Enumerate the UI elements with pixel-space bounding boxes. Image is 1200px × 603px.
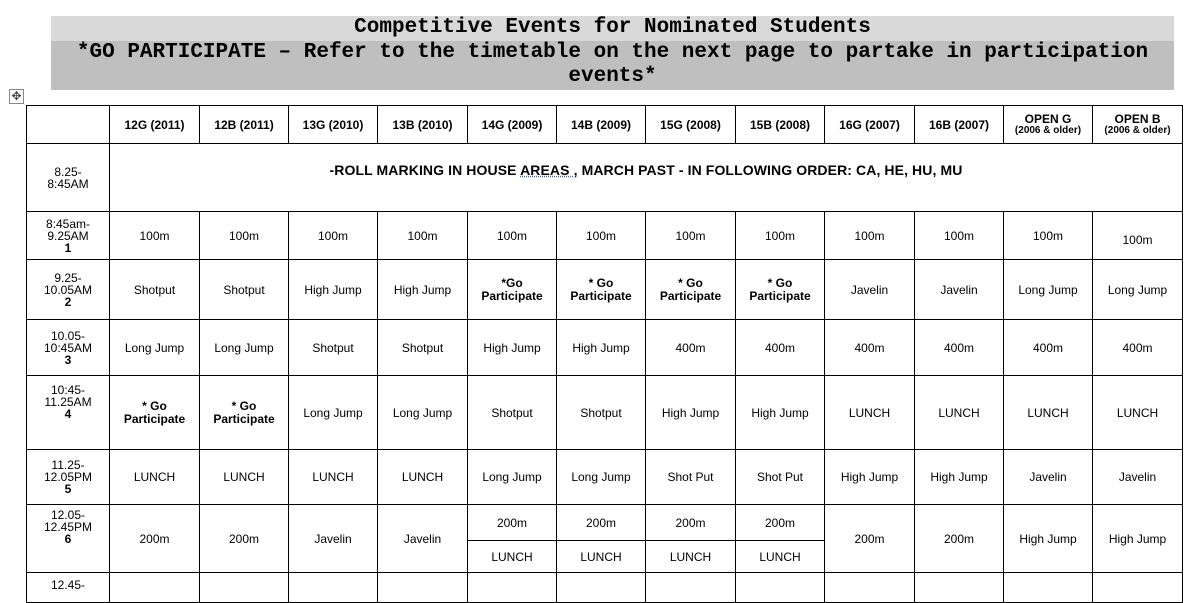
event-cell	[1093, 573, 1183, 603]
event-cell: Shotput	[378, 320, 468, 376]
event-cell	[468, 573, 557, 603]
event-cell: 200m	[646, 505, 736, 541]
event-cell: 100m	[110, 212, 200, 260]
column-header: 16G (2007)	[825, 106, 915, 144]
event-cell: LUNCH	[1093, 376, 1183, 450]
event-cell: Shot Put	[736, 450, 825, 505]
column-header: 16B (2007)	[915, 106, 1004, 144]
event-cell: Shotput	[200, 260, 289, 320]
column-header: 13B (2010)	[378, 106, 468, 144]
event-cell: Shotput	[468, 376, 557, 450]
event-cell: Long Jump	[289, 376, 378, 450]
event-cell: 100m	[1093, 212, 1183, 260]
event-cell: High Jump	[468, 320, 557, 376]
event-cell: Javelin	[289, 505, 378, 573]
event-cell: 100m	[200, 212, 289, 260]
period-row	[27, 505, 1183, 541]
event-cell: Shotput	[110, 260, 200, 320]
event-cell: Shotput	[557, 376, 646, 450]
event-cell: 200m	[736, 505, 825, 541]
event-cell: 200m	[825, 505, 915, 573]
event-cell: 100m	[557, 212, 646, 260]
time-cell: 8.25-8:45AM	[27, 144, 110, 212]
event-cell: LUNCH	[736, 541, 825, 573]
event-cell: LUNCH	[200, 450, 289, 505]
event-cell: 400m	[825, 320, 915, 376]
event-cell: * Go Participate	[736, 260, 825, 320]
event-cell: 100m	[825, 212, 915, 260]
event-cell: 200m	[557, 505, 646, 541]
event-cell: High Jump	[557, 320, 646, 376]
time-cell: 12.05-12.45PM 6	[27, 505, 110, 573]
period-row	[27, 260, 1183, 320]
event-cell: LUNCH	[825, 376, 915, 450]
timetable-container	[26, 105, 1183, 603]
column-header: OPEN G (2006 & older)	[1004, 106, 1093, 144]
event-cell: Long Jump	[1004, 260, 1093, 320]
event-cell: 200m	[110, 505, 200, 573]
event-cell: Shotput	[289, 320, 378, 376]
event-cell: *Go Participate	[468, 260, 557, 320]
event-cell: * Go Participate	[646, 260, 736, 320]
event-cell	[1004, 573, 1093, 603]
event-cell: 400m	[1004, 320, 1093, 376]
period-row	[27, 573, 1183, 603]
time-cell: 10.05-10:45AM 3	[27, 320, 110, 376]
event-cell: Long Jump	[110, 320, 200, 376]
title-line-1: Competitive Events for Nominated Students	[51, 16, 1174, 41]
event-cell: * Go Participate	[110, 376, 200, 450]
event-cell: High Jump	[289, 260, 378, 320]
event-cell: 400m	[1093, 320, 1183, 376]
column-header: 13G (2010)	[289, 106, 378, 144]
event-cell	[200, 573, 289, 603]
header-time-cell	[27, 106, 110, 144]
column-header: 14G (2009)	[468, 106, 557, 144]
period-row	[27, 450, 1183, 505]
column-header: 12B (2011)	[200, 106, 289, 144]
period-row	[27, 320, 1183, 376]
event-cell: High Jump	[736, 376, 825, 450]
event-cell	[736, 573, 825, 603]
event-cell: 100m	[378, 212, 468, 260]
event-cell: 100m	[289, 212, 378, 260]
event-cell: Javelin	[915, 260, 1004, 320]
column-header: OPEN B (2006 & older)	[1093, 106, 1183, 144]
event-cell: Javelin	[1004, 450, 1093, 505]
event-cell: LUNCH	[110, 450, 200, 505]
event-cell	[289, 573, 378, 603]
event-cell	[915, 573, 1004, 603]
event-cell: LUNCH	[557, 541, 646, 573]
event-cell: 100m	[915, 212, 1004, 260]
title-line-2: *GO PARTICIPATE – Refer to the timetable on the next page to partake in participation events*	[51, 41, 1174, 90]
column-header: 15G (2008)	[646, 106, 736, 144]
event-cell: Long Jump	[200, 320, 289, 376]
event-cell: Long Jump	[468, 450, 557, 505]
event-cell: 200m	[915, 505, 1004, 573]
period-row	[27, 376, 1183, 450]
column-subheader: (2006 & older)	[1014, 125, 1082, 136]
event-cell	[110, 573, 200, 603]
event-cell: 100m	[646, 212, 736, 260]
time-cell: 10:45-11.25AM 4	[27, 376, 110, 450]
event-cell: Javelin	[825, 260, 915, 320]
event-cell	[378, 573, 468, 603]
event-cell: * Go Participate	[557, 260, 646, 320]
event-cell: High Jump	[378, 260, 468, 320]
event-cell: High Jump	[1004, 505, 1093, 573]
event-cell: Long Jump	[557, 450, 646, 505]
column-header: 14B (2009)	[557, 106, 646, 144]
event-cell: Javelin	[378, 505, 468, 573]
event-cell: LUNCH	[289, 450, 378, 505]
event-cell: Long Jump	[378, 376, 468, 450]
time-cell: 12.45-	[27, 573, 110, 603]
event-cell: High Jump	[1093, 505, 1183, 573]
event-cell: 400m	[915, 320, 1004, 376]
header-row	[27, 106, 1183, 144]
event-cell: LUNCH	[646, 541, 736, 573]
event-cell	[557, 573, 646, 603]
column-header: 15B (2008)	[736, 106, 825, 144]
period-row	[27, 212, 1183, 260]
event-cell: 100m	[736, 212, 825, 260]
column-subheader: (2006 & older)	[1104, 125, 1171, 136]
event-cell: High Jump	[825, 450, 915, 505]
event-cell: 100m	[1004, 212, 1093, 260]
event-cell: * Go Participate	[200, 376, 289, 450]
event-cell: Javelin	[1093, 450, 1183, 505]
event-cell: Long Jump	[1093, 260, 1183, 320]
event-cell: High Jump	[915, 450, 1004, 505]
event-cell: 400m	[736, 320, 825, 376]
event-cell: 200m	[200, 505, 289, 573]
table-move-handle-icon[interactable]: ✥	[9, 89, 24, 104]
event-cell: 400m	[646, 320, 736, 376]
event-cell	[825, 573, 915, 603]
event-cell: LUNCH	[378, 450, 468, 505]
timetable	[26, 105, 1183, 603]
event-cell: 200m	[468, 505, 557, 541]
time-cell: 8:45am-9.25AM 1	[27, 212, 110, 260]
roll-row	[27, 144, 1183, 212]
event-cell: LUNCH	[1004, 376, 1093, 450]
time-cell: 9.25-10.05AM 2	[27, 260, 110, 320]
document-title	[51, 16, 1174, 90]
time-cell: 11.25-12.05PM 5	[27, 450, 110, 505]
event-cell: 100m	[468, 212, 557, 260]
event-cell	[646, 573, 736, 603]
event-cell: LUNCH	[468, 541, 557, 573]
column-header: 12G (2011)	[110, 106, 200, 144]
roll-marking-cell: -ROLL MARKING IN HOUSE AREAS , MARCH PAST - IN FOLLOWING ORDER: CA, HE, HU, MU	[110, 144, 1183, 212]
event-cell: Shot Put	[646, 450, 736, 505]
event-cell: LUNCH	[915, 376, 1004, 450]
event-cell: High Jump	[646, 376, 736, 450]
